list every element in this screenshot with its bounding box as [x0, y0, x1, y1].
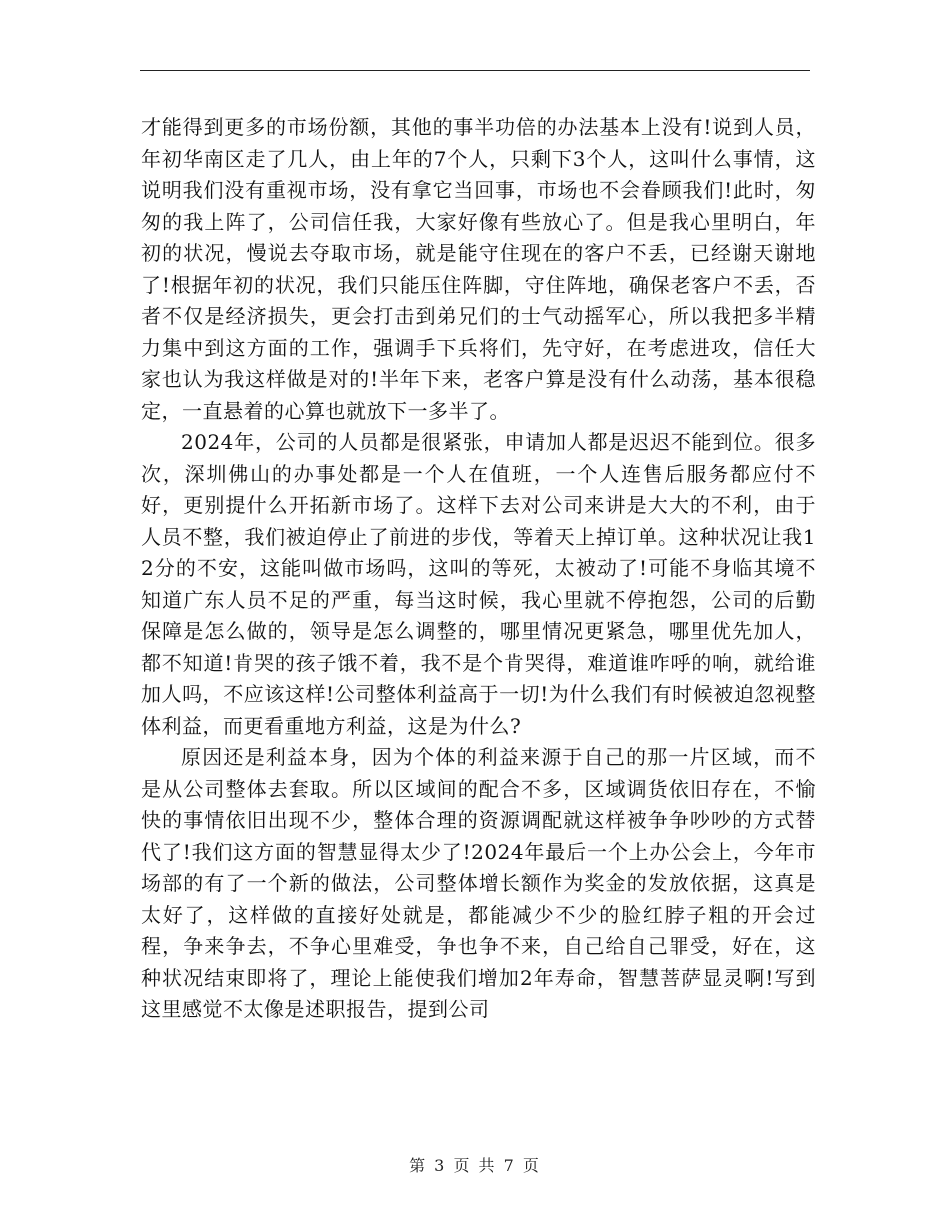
- paragraph-staffing: 2024年，公司的人员都是很紧张，申请加人都是迟迟不能到位。很多次，深圳佛山的办事处都是一个人在值班，一个人连售后服务都应付不好，更别提什么开拓新市场了。这样下去对公司来讲是大大的不利，由于人员不整，我们被迫停止了前进的步伐，等着天上掉订单。这种状况让我12分的不安，这能叫做市场吗，这叫的等死，太被动了!可能不身临其境不知道广东人员不足的严重，每当这时候，我心里就不停抱怨，公司的后勤保障是怎么做的，领导是怎么调整的，哪里情况更紧急，哪里优先加人，都不知道!肯哭的孩子饿不着，我不是个肯哭得，难道谁咋呼的响，就给谁加人吗，不应该这样!公司整体利益高于一切!为什么我们有时候被迫忽视整体利益，而更看重地方利益，这是为什么?: [141, 430, 816, 738]
- document-body: [141, 112, 816, 1026]
- header-rule: [140, 70, 810, 71]
- paragraph-continued: 才能得到更多的市场份额，其他的事半功倍的办法基本上没有!说到人员，年初华南区走了几人，由上年的7个人，只剩下3个人，这叫什么事情，这说明我们没有重视市场，没有拿它当回事，市场也不会眷顾我们!此时，匆匆的我上阵了，公司信任我，大家好像有些放心了。但是我心里明白，年初的状况，慢说去夺取市场，就是能守住现在的客户不丢，已经谢天谢地了!根据年初的状况，我们只能压住阵脚，守住阵地，确保老客户不丢，否者不仅是经济损失，更会打击到弟兄们的士气动摇军心，所以我把多半精力集中到这方面的工作，强调手下兵将们，先守好，在考虑进攻，信任大家也认为我这样做是对的!半年下来，老客户算是没有什么动荡，基本很稳定，一直悬着的心算也就放下一多半了。: [141, 115, 816, 423]
- page-number-footer: 第 3 页 共 7 页: [409, 1156, 541, 1175]
- paragraph-interests: 原因还是利益本身，因为个体的利益来源于自己的那一片区域，而不是从公司整体去套取。所以区域间的配合不多，区域调货依旧存在，不愉快的事情依旧出现不少，整体合理的资源调配就这样被争争吵吵的方式替代了!我们这方面的智慧显得太少了!2024年最后一个上办公会上，今年市场部的有了一个新的做法，公司整体增长额作为奖金的发放依据，这真是太好了，这样做的直接好处就是，都能减少不少的脸红脖子粗的开会过程，争来争去，不争心里难受，争也争不来，自己给自己罪受，好在，这种状况结束即将了，理论上能使我们增加2年寿命，智慧菩萨显灵啊!写到这里感觉不太像是述职报告，提到公司: [141, 745, 816, 1021]
